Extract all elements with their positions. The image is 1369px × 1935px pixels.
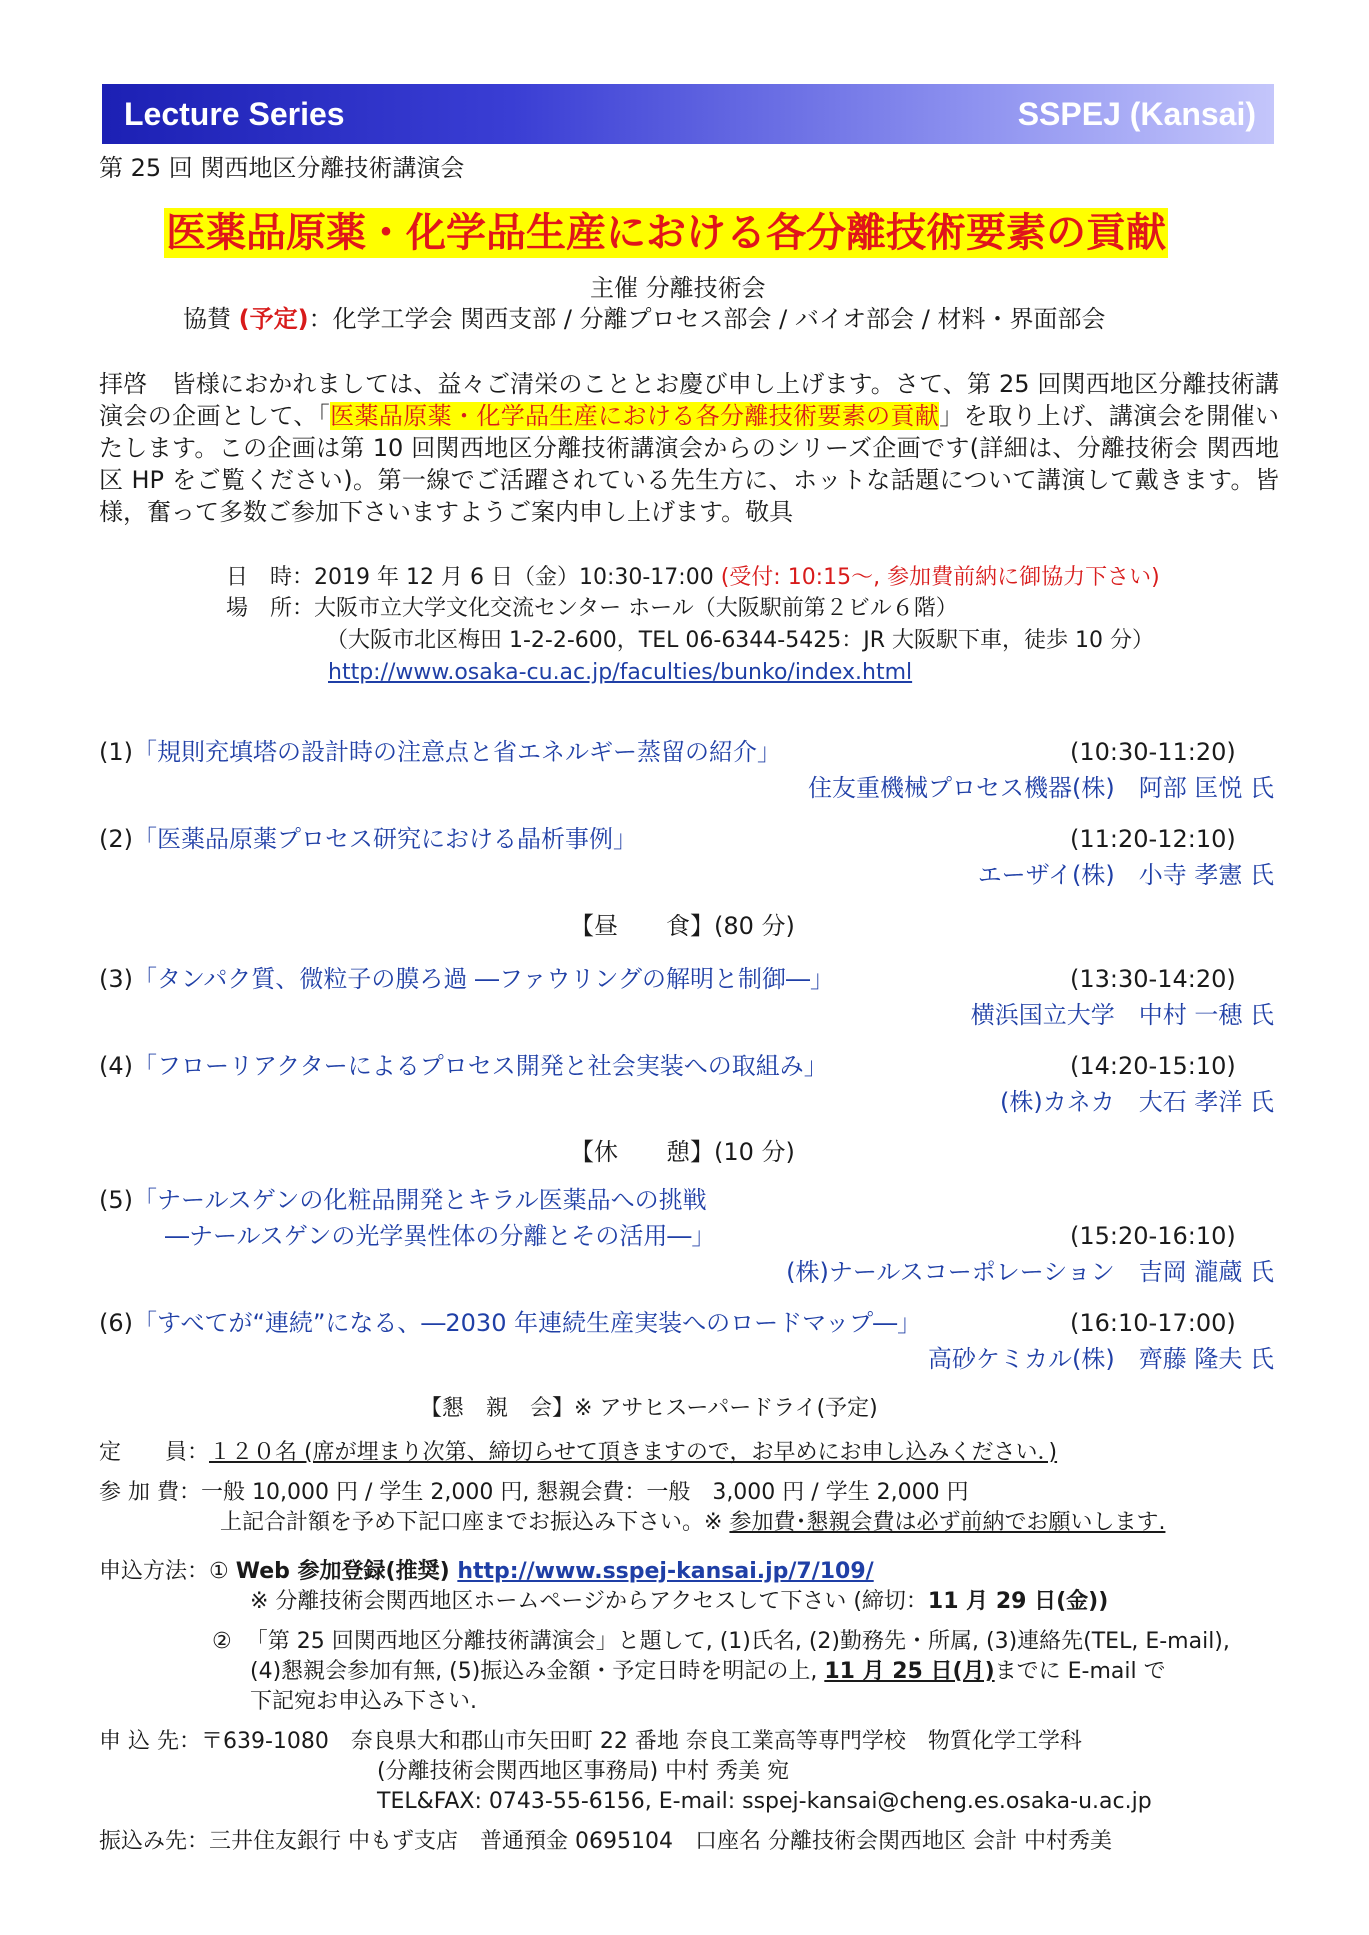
lecture-time: (15:20-16:10) [1070, 1222, 1236, 1250]
lecture-time: (13:30-14:20) [1070, 965, 1236, 993]
fee-line [99, 1478, 969, 1508]
lecture-3 [99, 963, 834, 995]
header-banner [102, 84, 1274, 144]
apply-num: ① [209, 1559, 229, 1584]
lecture-time: (14:20-15:10) [1070, 1052, 1236, 1080]
capacity-label: 定 員： [99, 1440, 210, 1465]
lecture-number: (5) [99, 1186, 133, 1214]
lecture-4 [99, 1050, 828, 1082]
intro-paragraph [99, 368, 1279, 528]
lecture-5 [99, 1184, 707, 1216]
fee-note-emphasis: 参加費･懇親会費は必ず前納でお願いします. [729, 1510, 1166, 1535]
apply-email-line3: 下記宛お申込み下さい. [250, 1689, 477, 1714]
apply-web-text: Web 参加登録(推奨) [235, 1559, 458, 1584]
cosponsor [183, 303, 1106, 335]
datetime-label: 日 時： [226, 565, 315, 590]
event-subtitle: 第 25 回 関西地区分離技術講演会 [99, 154, 465, 182]
apply-note-text: ※ 分離技術会関西地区ホームページからアクセスして下さい (締切： [250, 1589, 928, 1614]
cosponsor-text: ：化学工学会 関西支部 / 分離プロセス部会 / バイオ部会 / 材料・界面部会 [308, 305, 1106, 333]
lecture-speaker: 高砂ケミカル(株) 齊藤 隆夫 氏 [928, 1345, 1274, 1373]
apply-email-text: (4)懇親会参加有無, (5)振込み金額・予定日時を明記の上, [250, 1659, 825, 1684]
lecture-number: (2) [99, 825, 133, 853]
apply-email-text-end: までに E-mail で [994, 1659, 1166, 1684]
venue-label: 場 所： [226, 596, 315, 621]
social-gathering: 【懇 親 会】※ アサヒスーパードライ(予定) [420, 1396, 878, 1421]
fee-note [220, 1508, 1165, 1538]
apply-label: 申込方法： [99, 1559, 210, 1584]
apply-email-deadline: 11 月 25 日(月) [824, 1659, 995, 1684]
contact-line2: (分離技術会関西地区事務局) 中村 秀美 宛 [377, 1759, 790, 1784]
lecture-speaker: エーザイ(株) 小寺 孝憲 氏 [977, 861, 1274, 889]
apply-url-link[interactable]: http://www.sspej-kansai.jp/7/109/ [457, 1559, 874, 1584]
contact-line3: TEL&FAX: 0743-55-6156, E-mail: sspej-kansai@cheng.es.osaka-u.ac.jp [377, 1789, 1152, 1814]
lecture-time: (10:30-11:20) [1070, 738, 1236, 766]
lecture-number: (1) [99, 738, 133, 766]
apply-method-2 [212, 1627, 1230, 1657]
intro-text-1: 拝啓 皆様におかれましては、益々ご清栄のこととお慶び申し上げます。さて、第 25 回関西地区分離技術講演会の企画として、「 [99, 370, 1279, 430]
lecture-title: 「タンパク質、微粒子の膜ろ過 ―ファウリングの解明と制御―」 [133, 965, 834, 993]
fee-value: 一般 10,000 円 / 学生 2,000 円, 懇親会費：一般 3,000 円 / 学生 2,000 円 [201, 1480, 969, 1505]
lecture-title: 「ナールスゲンの化粧品開発とキラル医薬品への挑戦 [133, 1186, 707, 1214]
venue-address: （大阪市北区梅田 1-2-2-600，TEL 06-6344-5425：JR 大阪駅下車，徒歩 10 分） [326, 628, 1154, 653]
lunch-break: 【昼 食】(80 分) [570, 912, 795, 940]
cosponsor-prefix: 協賛 [183, 305, 231, 333]
capacity-value: １２０名 (席が埋まり次第、締切らせて頂きますので，お早めにお申し込みください．) [209, 1440, 1058, 1465]
fee-label: 参 加 費： [99, 1480, 201, 1505]
lecture-title: 「フローリアクターによるプロセス開発と社会実装への取組み」 [133, 1052, 828, 1080]
lecture-subtitle: ―ナールスゲンの光学異性体の分離とその活用―」 [165, 1222, 716, 1250]
banner-right-text: SSPEJ (Kansai) [1017, 96, 1256, 132]
contact-line1 [99, 1727, 1082, 1757]
lecture-speaker: (株)ナールスコーポレーション 吉岡 瀧蔵 氏 [786, 1258, 1274, 1286]
intro-text-2: 」を取り上げ、講演会を開催いたします。この企画は第 10 回関西地区分離技術講演会からのシリーズ企画です(詳細は、分離技術会 関西地区 HP をご覧ください)。第一線でご活躍されている先生方に、ホットな話題について講演して戴きます。皆様，奮って多数ご参加下さいますようご案内申し上げます。敬具 [99, 402, 1279, 526]
venue-url-link[interactable]: http://www.osaka-cu.ac.jp/faculties/bunko/index.html [328, 660, 913, 685]
datetime-line [226, 563, 1160, 593]
intro-highlight: 医薬品原薬・化学品生産における各分離技術要素の貢献 [330, 402, 940, 430]
apply-email-line1: 「第 25 回関西地区分離技術講演会」と題して, (1)氏名, (2)勤務先・所属, (3)連絡先(TEL, E-mail), [245, 1629, 1230, 1654]
contact-label: 申 込 先： [99, 1729, 201, 1754]
datetime-note: (受付: 10:15～, 参加費前納に御協力下さい) [720, 565, 1160, 590]
datetime-value: 2019 年 12 月 6 日（金）10:30-17:00 [314, 565, 721, 590]
capacity-line [99, 1438, 1057, 1468]
organizer: 主催 分離技術会 [590, 274, 766, 302]
apply-web-note [250, 1587, 1108, 1617]
lecture-title: 「医薬品原薬プロセス研究における晶析事例」 [133, 825, 637, 853]
lecture-speaker: 住友重機械プロセス機器(株) 阿部 匡悦 氏 [808, 774, 1274, 802]
rest-break: 【休 憩】(10 分) [570, 1138, 795, 1166]
banner-left-text: Lecture Series [124, 96, 345, 132]
venue-line [226, 594, 958, 624]
cosponsor-tag: (予定) [238, 305, 309, 333]
lecture-number: (3) [99, 965, 133, 993]
venue-value: 大阪市立大学文化交流センター ホール（大阪駅前第２ビル６階） [314, 596, 958, 621]
lecture-time: (16:10-17:00) [1070, 1309, 1236, 1337]
apply-email-line2 [250, 1657, 1166, 1687]
lecture-speaker: 横浜国立大学 中村 一穂 氏 [970, 1001, 1274, 1029]
lecture-title: 「すべてが“連続”になる、―2030 年連続生産実装へのロードマップ―」 [133, 1309, 922, 1337]
lecture-time: (11:20-12:10) [1070, 825, 1236, 853]
lecture-1 [99, 736, 781, 768]
apply-deadline: 11 月 29 日(金)) [927, 1589, 1109, 1614]
fee-note-text: 上記合計額を予め下記口座までお振込み下さい。※ [220, 1510, 730, 1535]
lecture-2 [99, 823, 637, 855]
apply-num: ② [212, 1629, 232, 1654]
lecture-number: (6) [99, 1309, 133, 1337]
apply-method-1 [99, 1557, 874, 1587]
bank-info: 振込み先：三井住友銀行 中もず支店 普通預金 0695104 口座名 分離技術会関西地区 会計 中村秀美 [99, 1829, 1112, 1854]
lecture-speaker: (株)カネカ 大石 孝洋 氏 [1000, 1088, 1274, 1116]
lecture-6 [99, 1307, 921, 1339]
lecture-title: 「規則充填塔の設計時の注意点と省エネルギー蒸留の紹介」 [133, 738, 781, 766]
lecture-number: (4) [99, 1052, 133, 1080]
contact-address: 〒639-1080 奈良県大和郡山市矢田町 22 番地 奈良工業高等専門学校 物質化学工学科 [201, 1729, 1082, 1754]
event-title: 医薬品原薬・化学品生産における各分離技術要素の貢献 [166, 210, 1166, 256]
